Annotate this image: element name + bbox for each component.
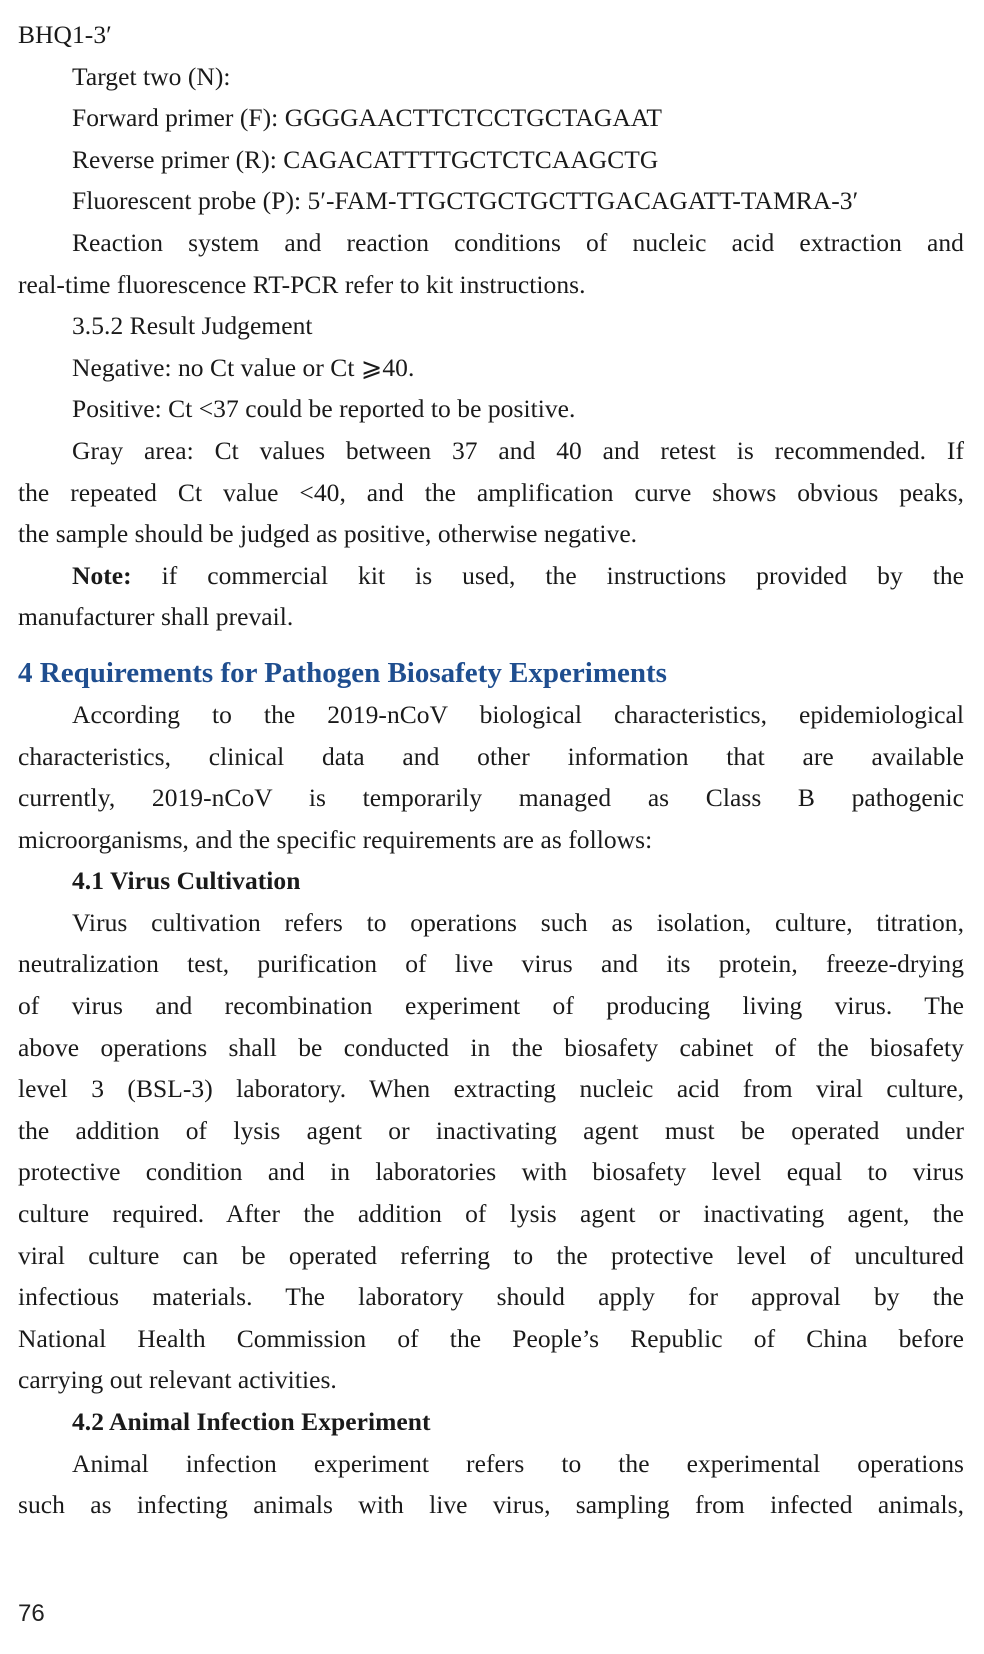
animal-infection-paragraph — [18, 1443, 964, 1526]
text-line: neutralization test, purification of live virus and its protein, freeze-drying — [18, 949, 964, 979]
text-line: the sample should be judged as positive, otherwise negative. — [18, 519, 638, 549]
reagent-and-judgement-text — [18, 14, 964, 555]
text-line: National Health Commission of the People’s Republic of China before — [18, 1323, 964, 1353]
text-line: characteristics, clinical data and other information that are available — [18, 741, 964, 771]
text-line: Target two (N): — [72, 61, 231, 91]
note-label: Note: — [72, 560, 132, 590]
note-line — [18, 555, 964, 597]
text-line: Forward primer (F): GGGGAACTTCTCCTGCTAGAAT — [72, 103, 663, 133]
text-line: above operations shall be conducted in the biosafety cabinet of the biosafety — [18, 1032, 964, 1062]
text-line: Positive: Ct <37 could be reported to be positive. — [72, 394, 576, 424]
text-line: the addition of lysis agent or inactivating agent must be operated under — [18, 1115, 964, 1145]
note-continuation: manufacturer shall prevail. — [18, 602, 294, 632]
text-line: viral culture can be operated referring to the protective level of uncultured — [18, 1240, 964, 1270]
text-line: Fluorescent probe (P): 5′-FAM-TTGCTGCTGCTTGACAGATT-TAMRA-3′ — [72, 186, 859, 216]
text-line: 3.5.2 Result Judgement — [72, 311, 313, 341]
section-heading: 4 Requirements for Pathogen Biosafety Experiments — [18, 656, 667, 689]
text-line: According to the 2019-nCoV biological characteristics, epidemiological — [72, 699, 964, 729]
text-line: real-time fluorescence RT-PCR refer to kit instructions. — [18, 269, 586, 299]
text-line: carrying out relevant activities. — [18, 1365, 337, 1395]
page-number: 76 — [18, 1600, 45, 1627]
text-line: such as infecting animals with live virus, sampling from infected animals, — [18, 1490, 964, 1520]
subsection-heading-virus-cultivation: 4.1 Virus Cultivation — [72, 866, 301, 896]
text-line: culture required. After the addition of lysis agent or inactivating agent, the — [18, 1199, 964, 1229]
text-line: protective condition and in laboratories with biosafety level equal to virus — [18, 1157, 964, 1187]
text-line: currently, 2019-nCoV is temporarily managed as Class B pathogenic — [18, 783, 964, 813]
text-line: Animal infection experiment refers to the experimental operations — [72, 1448, 964, 1478]
text-line: Negative: no Ct value or Ct ⩾40. — [72, 352, 415, 382]
text-line: of virus and recombination experiment of producing living virus. The — [18, 991, 964, 1021]
text-line: Reaction system and reaction conditions of nucleic acid extraction and — [72, 227, 964, 257]
text-line: infectious materials. The laboratory should apply for approval by the — [18, 1282, 964, 1312]
document-page — [18, 14, 964, 1526]
subsection-heading-animal-infection: 4.2 Animal Infection Experiment — [72, 1407, 431, 1436]
virus-cultivation-paragraph — [18, 902, 964, 1401]
text-line: the repeated Ct value <40, and the amplification curve shows obvious peaks, — [18, 477, 964, 507]
text-line: Virus cultivation refers to operations such as isolation, culture, titration, — [72, 907, 964, 937]
text-line: microorganisms, and the specific requirements are as follows: — [18, 824, 653, 854]
text-line: BHQ1-3′ — [18, 20, 112, 49]
text-line: Reverse primer (R): CAGACATTTTGCTCTCAAGCTG — [72, 144, 659, 174]
text-line: Gray area: Ct values between 37 and 40 and retest is recommended. If — [72, 435, 964, 465]
text-line: level 3 (BSL-3) laboratory. When extracting nucleic acid from viral culture, — [18, 1074, 964, 1104]
note-text: if commercial kit is used, the instructions provided by the — [131, 560, 964, 590]
section-intro — [18, 694, 964, 860]
